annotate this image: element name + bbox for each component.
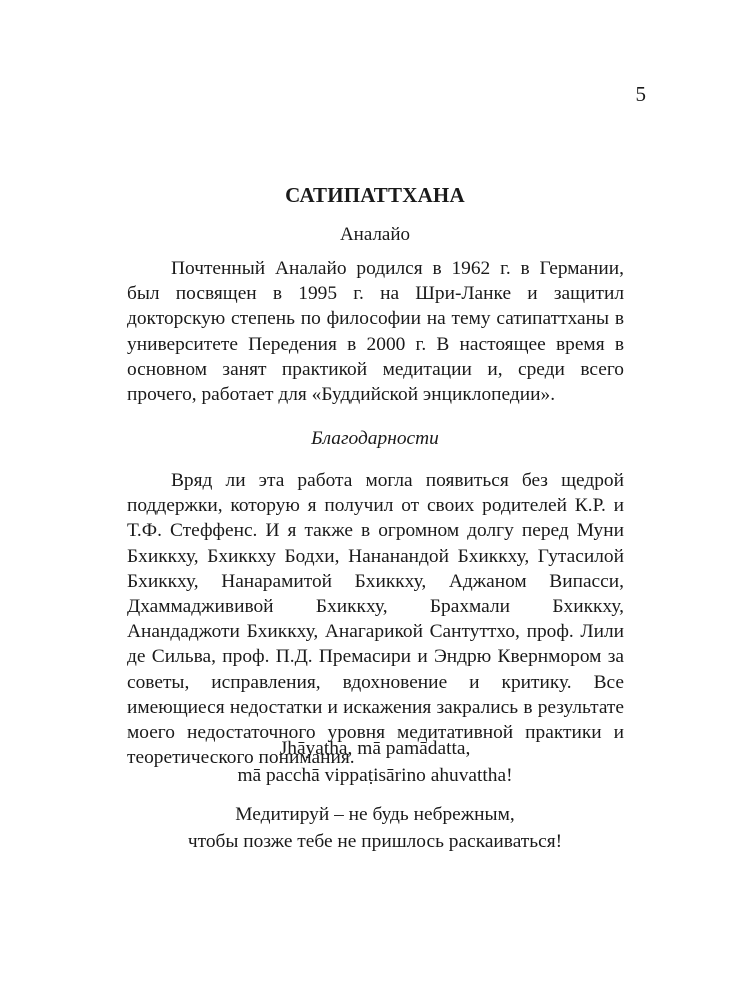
pali-epigraph — [0, 736, 750, 789]
pali-epigraph-line: Jhāyatha, mā pamādatta, — [279, 738, 471, 759]
page-number: 5 — [635, 82, 646, 106]
russian-epigraph — [0, 802, 750, 855]
russian-epigraph-line: Медитируй – не будь небрежным, — [235, 804, 515, 825]
page-title: САТИПАТТХАНА — [285, 183, 465, 207]
acknowledgements-paragraph: Вряд ли эта работа могла появиться без щедрой поддержки, которую я получил от своих родителей К.Р. и Т.Ф. Стеффенс. И я также в огромном долгу перед Муни Бхиккху, Бхиккху Бодхи, Нананандой Бхиккху, Гутасилой Бхиккху, Нанарамитой Бхиккху, Аджаном Випасси, Дхаммаджививой Бхиккху, Брахмали Бхиккху, Анандаджоти Бхиккху, Анагарикой Сантуттхо, проф. Лили де Сильва, проф. П.Д. Премасири и Эндрю Квернмором за советы, исправления, вдохновение и критику. Все имеющиеся недостатки и искажения закрались в результате моего недостаточного уровня медитативной практики и теоретического понимания. — [127, 470, 624, 769]
pali-epigraph-line: mā pacchā vippaṭisārino ahuvattha! — [237, 764, 513, 786]
author-name: Аналайо — [339, 224, 411, 245]
acknowledgements-heading: Благодарности — [311, 428, 439, 449]
biography-paragraph: Почтенный Аналайо родился в 1962 г. в Германии, был посвящен в 1995 г. на Шри-Ланке и защитил докторскую степень по философии на тему сатипаттханы в университете Передения в 2000 г. В настоящее время в основном занят практикой медитации и, среди всего прочего, работает для «Буддийской энциклопедии». — [127, 258, 624, 406]
russian-epigraph-line: чтобы позже тебе не пришлось раскаиваться! — [187, 830, 563, 852]
